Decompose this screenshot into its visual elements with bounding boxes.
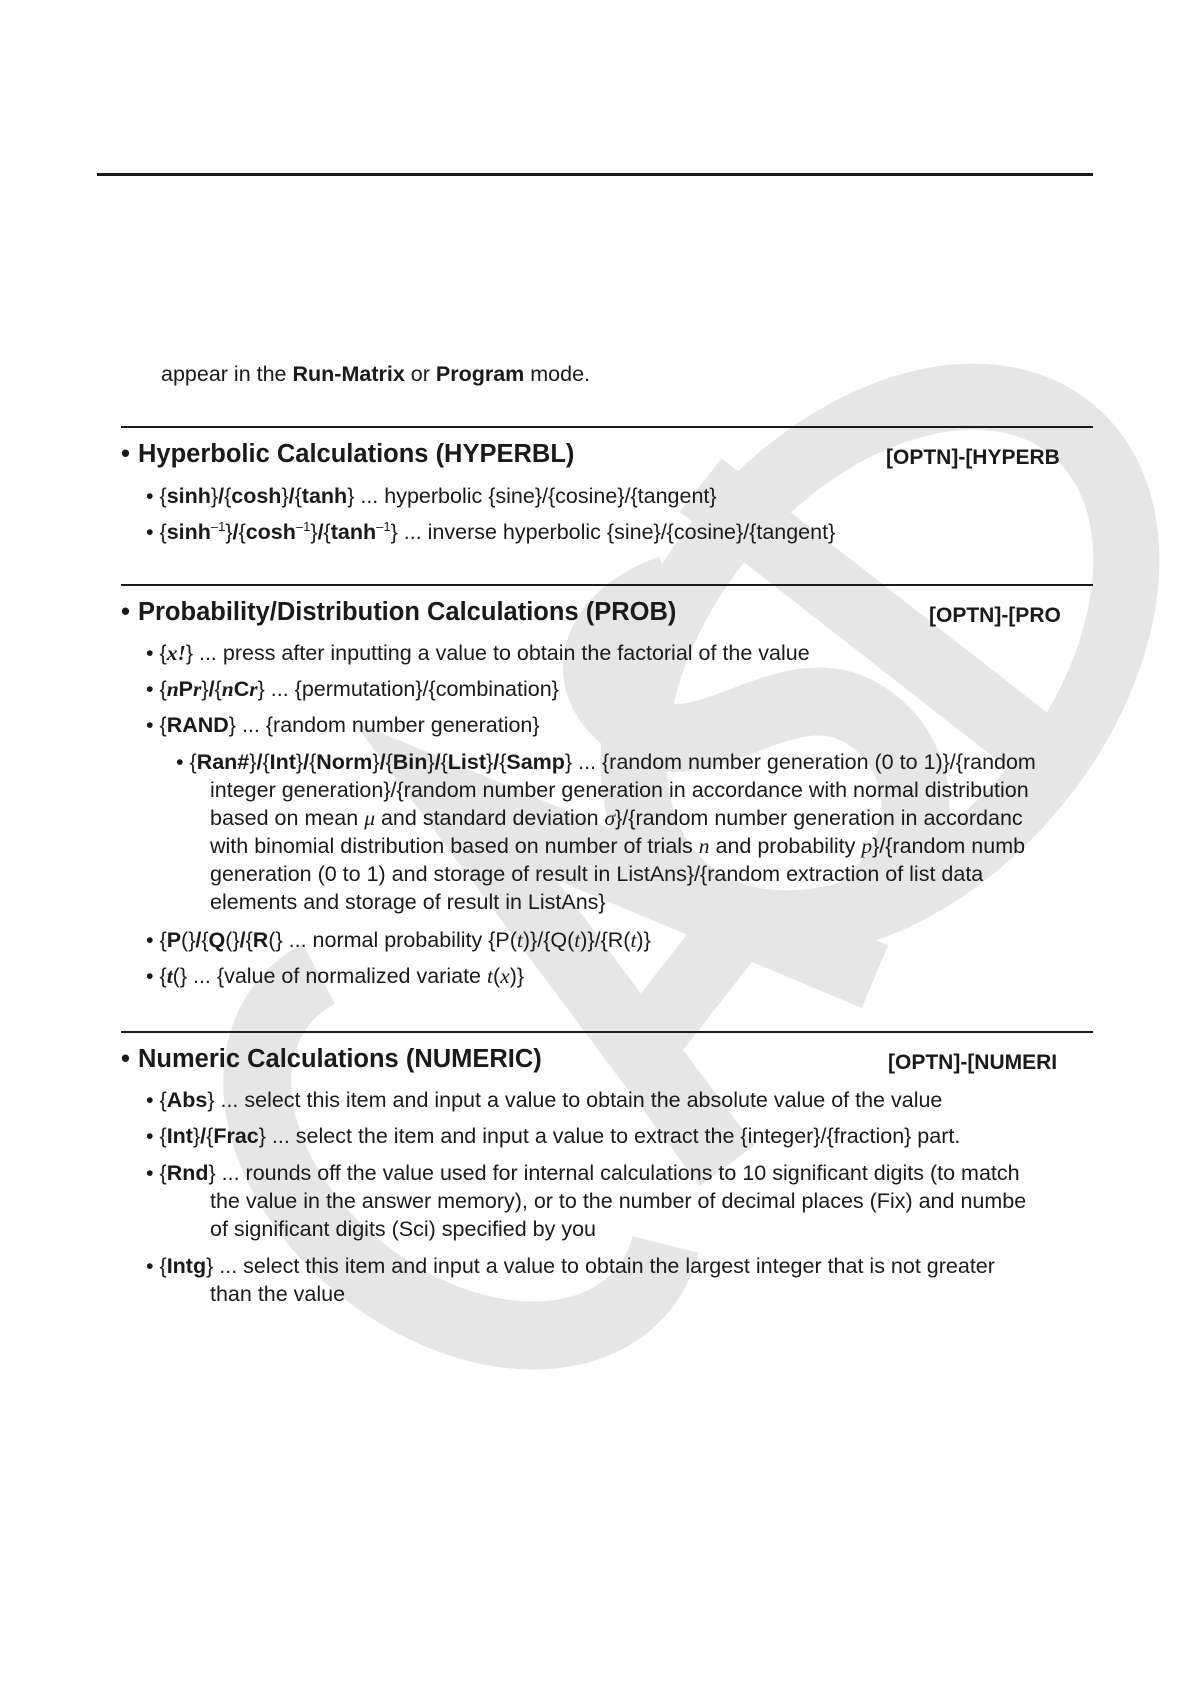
numeric-heading: • Numeric Calculations (NUMERIC) bbox=[121, 1045, 542, 1073]
rnd-line-2: the value in the answer memory), or to the number of decimal places (Fix) and numbe bbox=[210, 1189, 1027, 1213]
intg-line-2: than the value bbox=[210, 1282, 346, 1306]
hyperbolic-key: [OPTN]-[HYPERB bbox=[886, 446, 1060, 469]
factorial-item: • {x!} ... press after inputting a value to obtain the factorial of the value bbox=[146, 641, 810, 665]
hyperbolic-rule bbox=[121, 426, 1093, 428]
intro-text: appear in the Run-Matrix or Program mode. bbox=[161, 362, 591, 386]
rand-sub-item: • {Ran#}/{Int}/{Norm}/{Bin}/{List}/{Samp} ... {random number generation (0 to 1)}/{random bbox=[176, 750, 1036, 774]
prob-rule bbox=[121, 584, 1093, 586]
rand-sub-line-5: generation (0 to 1) and storage of result in ListAns}/{random extraction of list data bbox=[210, 862, 984, 886]
intg-item: • {Intg} ... select this item and input a value to obtain the largest integer that is not greater bbox=[146, 1254, 995, 1278]
rand-sub-line-6: elements and storage of result in ListAns} bbox=[210, 890, 606, 914]
bullet-icon: • bbox=[121, 1045, 130, 1073]
hyperbolic-heading: • Hyperbolic Calculations (HYPERBL) bbox=[121, 440, 575, 468]
top-rule bbox=[97, 173, 1093, 176]
numeric-rule bbox=[121, 1031, 1093, 1033]
bullet-icon: • bbox=[121, 598, 130, 626]
normalized-variate-item: • {t(} ... {value of normalized variate t(x)} bbox=[146, 964, 525, 988]
inverse-hyperbolic-item: • $\{\sinh^{-1}\}/\{\cosh^{-1}\}/\{\tanh^{-1}\}$ ... inverse hyperbolic {sine}/{cosine}/{tangent} bbox=[146, 520, 836, 544]
int-frac-item: • {Int}/{Frac} ... select the item and input a value to extract the {integer}/{fraction} part. bbox=[146, 1124, 961, 1148]
rand-sub-line-3: based on mean μ and standard deviation σ}/{random number generation in accordanc bbox=[210, 806, 1023, 830]
rand-sub-line-4: with binomial distribution based on number of trials n and probability p}/{random numb bbox=[210, 834, 1026, 858]
prob-key: [OPTN]-[PRO bbox=[929, 604, 1061, 627]
permutation-item: • {nPr}/{nCr} ... {permutation}/{combination} bbox=[146, 677, 559, 701]
normal-probability-item: • {P(}/{Q(}/{R(} ... normal probability {P(t)}/{Q(t)}/{R(t)} bbox=[146, 928, 651, 952]
hyperbolic-item: • {sinh}/{cosh}/{tanh} ... hyperbolic {sine}/{cosine}/{tangent} bbox=[146, 484, 717, 508]
rand-item: • {RAND} ... {random number generation} bbox=[146, 713, 540, 737]
rnd-item: • {Rnd} ... rounds off the value used for internal calculations to 10 significant digits (to match bbox=[146, 1161, 1020, 1185]
abs-item: • {Abs} ... select this item and input a value to obtain the absolute value of the value bbox=[146, 1088, 943, 1112]
rand-sub-line-2: integer generation}/{random number generation in accordance with normal distribution bbox=[210, 778, 1029, 802]
numeric-key: [OPTN]-[NUMERI bbox=[888, 1051, 1058, 1074]
prob-heading: • Probability/Distribution Calculations (PROB) bbox=[121, 598, 677, 626]
bullet-icon: • bbox=[121, 440, 130, 468]
rnd-line-3: of significant digits (Sci) specified by you bbox=[210, 1217, 596, 1241]
